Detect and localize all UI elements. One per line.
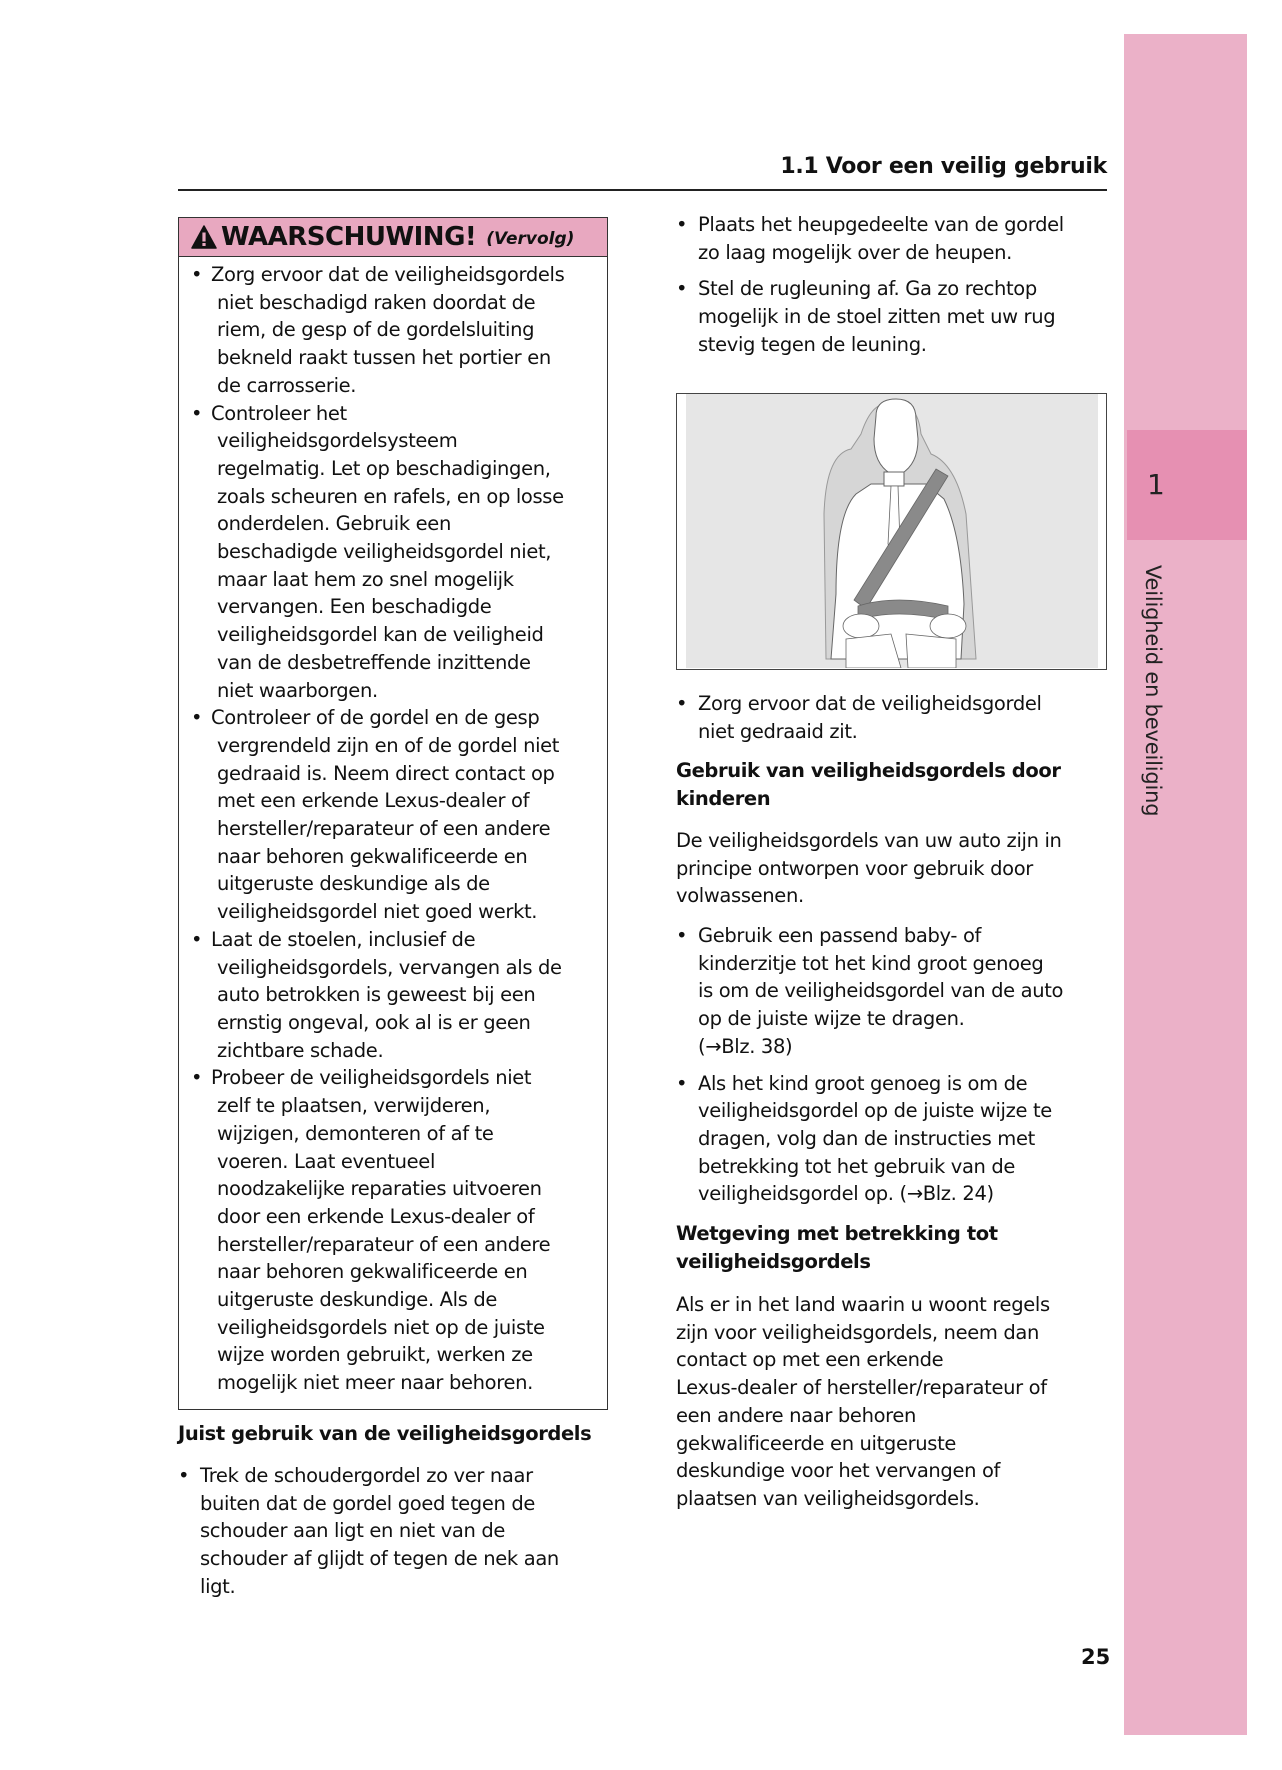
text-line: Gebruik een passend baby- of [698,924,982,947]
text-line: gekwalificeerde en uitgeruste [676,1431,957,1455]
right-top-list [676,211,1107,368]
list-item [676,690,1107,745]
text-line: uitgeruste deskundige als de [217,872,490,896]
text-line: veiligheidsgordels niet op de juiste [217,1315,545,1339]
text-line: plaatsen van veiligheidsgordels. [676,1486,980,1510]
text-line: vervangen. Een beschadigde [217,595,492,619]
text-line: Wetgeving met betrekking tot [676,1222,998,1245]
warning-title: WAARSCHUWING! [221,222,477,252]
bullet-icon: • [178,1464,190,1487]
text-line: op de juiste wijze te dragen. [698,1007,965,1031]
chapter-tab[interactable] [1127,430,1247,540]
text-line: naar behoren gekwalificeerde en [217,1260,528,1284]
list-item [178,1462,608,1601]
bullet-icon: • [676,277,688,301]
right-after-figure-list [676,690,1107,754]
list-item [676,1070,1107,1209]
text-line: Lexus-dealer of hersteller/reparateur of [676,1376,1047,1400]
text-line: kinderen [676,786,771,810]
text-line: ernstig ongeval, ook al is er geen [217,1010,531,1034]
text-line: maar laat hem zo snel mogelijk [217,567,514,591]
text-line: zelf te plaatsen, verwijderen, [217,1094,491,1118]
text-line: riem, de gesp of de gordelsluiting [217,318,535,342]
chapter-label-text: Veiligheid en beveiliging [1141,565,1165,817]
header-rule [178,189,1107,191]
text-line: veiligheidsgordel op. (→Blz. 24) [698,1182,994,1206]
list-item [676,922,1107,1061]
warning-box [178,217,608,1410]
text-line: beschadigde veiligheidsgordel niet, [217,540,552,564]
warning-triangle-icon [191,225,217,249]
text-line: zo laag mogelijk over de heupen. [698,240,1013,264]
text-line: veiligheidsgordel kan de veiligheid [217,623,544,647]
text-line: wijze worden gebruikt, werken ze [217,1343,533,1367]
text-line: zijn voor veiligheidsgordels, neem dan [676,1320,1039,1344]
text-line: veiligheidsgordel op de juiste wijze te [698,1099,1052,1123]
text-line: schouder aan ligt en niet van de [200,1519,506,1543]
text-line: hersteller/reparateur of een andere [217,1232,551,1256]
text-line: regelmatig. Let op beschadigingen, [217,456,551,480]
left-bullet-list [178,1462,608,1610]
text-line: (→Blz. 38) [698,1034,793,1058]
text-line: Als er in het land waarin u woont regels [676,1293,1050,1316]
text-line: zichtbare schade. [217,1038,384,1062]
text-line: wijzigen, demonteren of af te [217,1121,494,1145]
text-line: niet waarborgen. [217,678,378,702]
text-line: Trek de schoudergordel zo ver naar [200,1464,533,1487]
bullet-icon: • [676,213,688,236]
list-item [187,704,605,926]
bullet-icon: • [191,1066,203,1090]
chapter-sidebar [1124,34,1247,1735]
bullet-icon: • [191,927,203,951]
list-item [187,261,605,400]
warning-header [179,218,607,257]
list-item [187,400,605,705]
text-line: auto betrokken is geweest bij een [217,983,536,1007]
text-line: naar behoren gekwalificeerde en [217,844,528,868]
text-line: betrekking tot het gebruik van de [698,1154,1016,1178]
text-line: vergrendeld zijn en of de gordel niet [217,733,560,757]
text-line: niet gedraaid zit. [698,719,858,743]
text-line: Laat de stoelen, inclusief de [211,927,476,951]
bullet-icon: • [191,401,203,425]
text-line: Gebruik van veiligheidsgordels door [676,759,1061,782]
text-line: schouder af glijdt of tegen de nek aan [200,1547,559,1571]
text-line: De veiligheidsgordels van uw auto zijn in [676,829,1062,852]
text-line: uitgeruste deskundige. Als de [217,1288,498,1312]
text-line: noodzakelijke reparaties uitvoeren [217,1177,542,1201]
bullet-icon: • [191,706,203,730]
bullet-icon: • [676,1071,688,1095]
heading-children [676,757,1107,812]
bullet-icon: • [191,263,203,286]
text-line: buiten dat de gordel goed tegen de [200,1491,536,1515]
seatbelt-illustration [676,393,1107,670]
text-line: ligt. [200,1574,236,1598]
list-item [676,211,1107,266]
text-line: Plaats het heupgedeelte van de gordel [698,213,1064,236]
text-line: deskundige voor het vervangen of [676,1459,1001,1483]
text-line: voeren. Laat eventueel [217,1149,436,1173]
bullet-icon: • [676,924,688,947]
heading-legislation [676,1220,1107,1275]
chapter-label [1135,565,1175,835]
section-title: 1.1 Voor een veilig gebruik [780,154,1107,179]
bullet-icon: • [676,692,688,715]
text-line: Probeer de veiligheidsgordels niet [211,1066,532,1090]
page-number: 25 [1081,1645,1111,1669]
text-line: door een erkende Lexus-dealer of [217,1204,535,1228]
text-line: is om de veiligheidsgordel van de auto [698,979,1064,1003]
warning-list [187,261,605,1397]
text-line: bekneld raakt tussen het portier en [217,346,551,370]
text-line: hersteller/reparateur of een andere [217,817,551,841]
text-line: Stel de rugleuning af. Ga zo rechtop [698,277,1037,301]
text-line: mogelijk in de stoel zitten met uw rug [698,305,1056,329]
text-line: Controleer het [211,401,347,425]
text-line: Zorg ervoor dat de veiligheidsgordel [698,692,1042,715]
list-item [187,1064,605,1396]
text-line: contact op met een erkende [676,1348,944,1372]
text-line: zoals scheuren en rafels, en op losse [217,484,564,508]
text-line: onderdelen. Gebruik een [217,512,451,536]
text-line: Als het kind groot genoeg is om de [698,1071,1028,1095]
text-line: mogelijk niet meer naar behoren. [217,1371,533,1395]
text-line: van de desbetreffende inzittende [217,650,531,674]
text-line: de carrosserie. [217,373,357,397]
text-line: veiligheidsgordels [676,1249,871,1273]
text-line: gedraaid is. Neem direct contact op [217,761,555,785]
text-line: niet beschadigd raken doordat de [217,290,536,314]
children-bullet-list [676,922,1107,1217]
heading-correct-use: Juist gebruik van de veiligheidsgordels [178,1422,592,1445]
text-line: met een erkende Lexus-dealer of [217,789,530,813]
paragraph-legislation [676,1291,1107,1513]
text-line: veiligheidsgordelsysteem [217,429,458,453]
text-line: stevig tegen de leuning. [698,332,927,356]
text-line: principe ontworpen voor gebruik door [676,856,1033,880]
text-line: kinderzitje tot het kind groot genoeg [698,951,1044,975]
chapter-number: 1 [1147,468,1165,501]
warning-subtitle: (Vervolg) [486,229,575,249]
text-line: veiligheidsgordels, vervangen als de [217,955,562,979]
text-line: veiligheidsgordel niet goed werkt. [217,900,538,924]
text-line: dragen, volg dan de instructies met [698,1126,1035,1150]
list-item [187,926,605,1065]
text-line: een andere naar behoren [676,1403,917,1427]
text-line: volwassenen. [676,884,804,908]
paragraph-children [676,827,1107,910]
text-line: Zorg ervoor dat de veiligheidsgordels [211,263,565,286]
list-item [676,275,1107,358]
text-line: Controleer of de gordel en de gesp [211,706,540,730]
